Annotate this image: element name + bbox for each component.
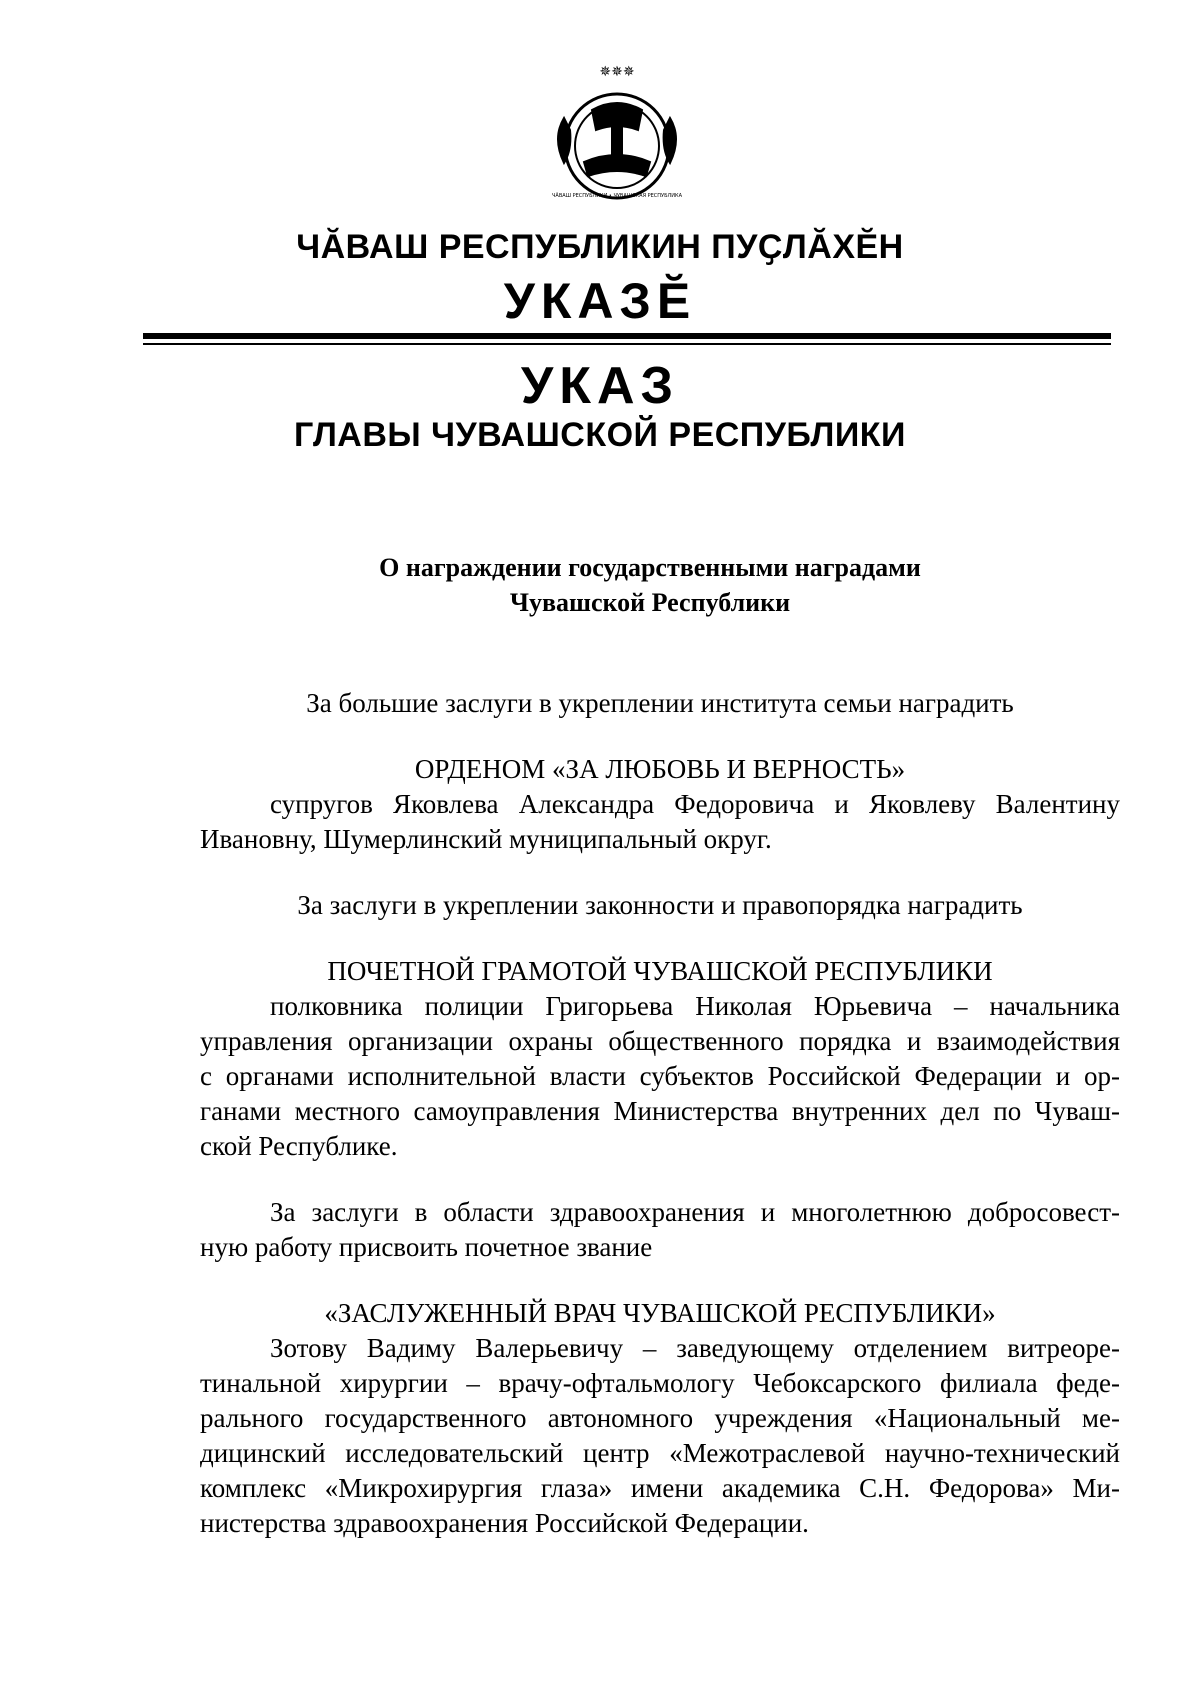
section2-line-5: ской Республике. bbox=[200, 1131, 398, 1161]
section2-line-3: с органами исполнительной власти субъектов Российской Федерации и ор- bbox=[200, 1061, 1120, 1091]
section3-award: «ЗАСЛУЖЕННЫЙ ВРАЧ ЧУВАШСКОЙ РЕСПУБЛИКИ» bbox=[324, 1298, 996, 1328]
section1-intro: За большие заслуги в укреплении института семьи наградить bbox=[306, 688, 1014, 718]
section2-line-1: полковника полиции Григорьева Николая Юрьевича – начальника bbox=[270, 991, 1120, 1021]
section2-intro: За заслуги в укреплении законности и правопорядка наградить bbox=[297, 890, 1023, 920]
subject-line-2: Чувашской Республики bbox=[509, 588, 791, 617]
emblem-ring-text: ЧӐВАШ РЕСПУБЛИКИ • ЧУВАШСКАЯ РЕСПУБЛИКА bbox=[551, 193, 683, 199]
section3-line-3: рального государственного автономного учреждения «Национальный ме- bbox=[200, 1403, 1120, 1433]
section3-intro-line-2: ную работу присвоить почетное звание bbox=[200, 1232, 653, 1262]
section1-line-1: супругов Яковлева Александра Федоровича и Яковлеву Валентину bbox=[270, 789, 1120, 819]
section2-line-2: управления организации охраны общественного порядка и взаимодействия bbox=[200, 1026, 1120, 1056]
section3-line-4: дицинский исследовательский центр «Межотраслевой научно-технический bbox=[200, 1438, 1120, 1468]
section3-line-2: тинальной хирургии – врачу-офтальмологу Чебоксарского филиала феде- bbox=[200, 1368, 1120, 1398]
section1-award: ОРДЕНОМ «ЗА ЛЮБОВЬ И ВЕРНОСТЬ» bbox=[414, 754, 906, 784]
header-rule-thin bbox=[143, 343, 1111, 345]
header-ukaz: УКАЗ bbox=[520, 357, 680, 415]
section3-line-6: нистерства здравоохранения Российской Федерации. bbox=[200, 1508, 809, 1538]
header-chuvash-ukaze: УКАЗӖ bbox=[503, 273, 697, 329]
subject-line-1: О награждении государственными наградами bbox=[379, 553, 921, 582]
header-glava-line: ГЛАВЫ ЧУВАШСКОЙ РЕСПУБЛИКИ bbox=[294, 416, 906, 454]
header-chuvash-line: ЧӐВАШ РЕСПУБЛИКИН ПУҪЛӐХӖН bbox=[296, 228, 904, 266]
section3-intro-line-1: За заслуги в области здравоохранения и многолетнюю добросовест- bbox=[270, 1197, 1120, 1227]
section3-line-5: комплекс «Микрохирургия глаза» имени академика С.Н. Федорова» Ми- bbox=[200, 1473, 1120, 1503]
section2-line-4: ганами местного самоуправления Министерства внутренних дел по Чуваш- bbox=[200, 1096, 1120, 1126]
section2-award: ПОЧЕТНОЙ ГРАМОТОЙ ЧУВАШСКОЙ РЕСПУБЛИКИ bbox=[327, 956, 993, 986]
header-rule-thick bbox=[143, 333, 1111, 339]
coat-of-arms-emblem bbox=[542, 58, 692, 208]
section1-line-2: Ивановну, Шумерлинский муниципальный округ. bbox=[200, 824, 772, 854]
section3-line-1: Зотову Вадиму Валерьевичу – заведующему отделением витреоре- bbox=[270, 1333, 1120, 1363]
svg-text:✵✵✵: ✵✵✵ bbox=[599, 64, 635, 80]
